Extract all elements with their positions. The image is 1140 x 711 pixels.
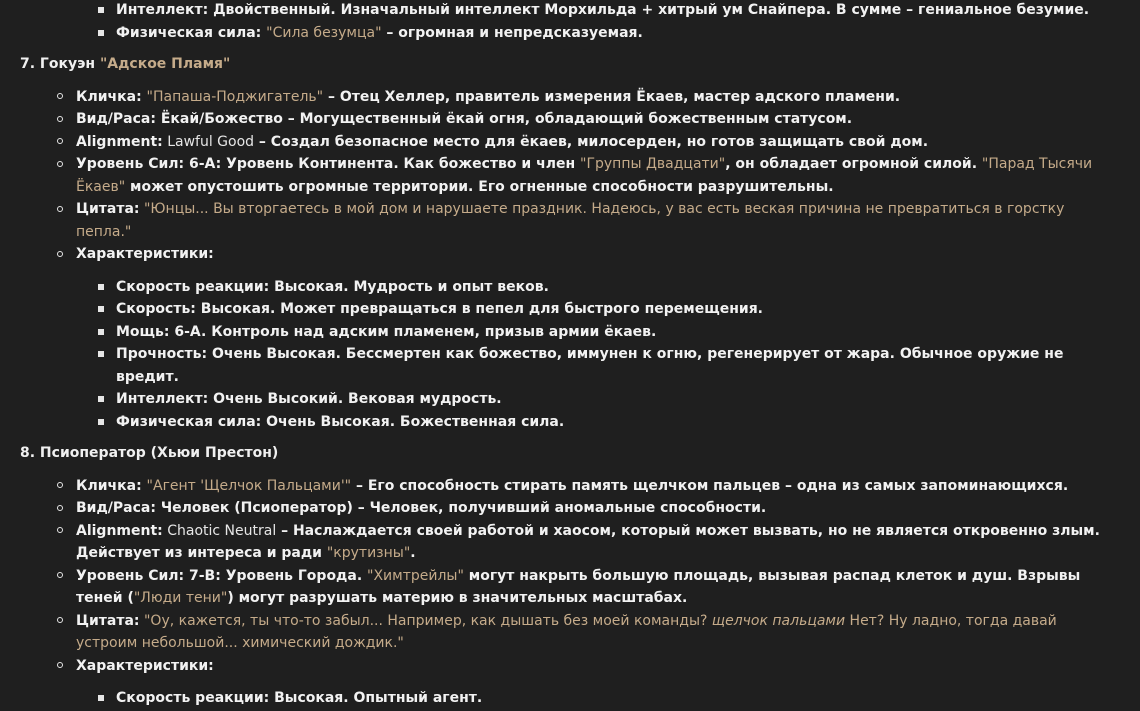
s7-info-list [20,86,1120,266]
bold-text: Двойственный. Изначальный интеллект Морхильда + хитрый ум Снайпера. В сумме – гениальное безумие. [208,2,1090,18]
s7-char-item [116,411,1120,434]
quoted-text: "Парад Тысячи Ёкаев" [76,156,1093,195]
s8-char-label: Скорость реакции: [116,690,270,706]
bold-text: – Создал безопасное место для ёкаев, милосерден, но готов защищать свой дом. [254,133,929,150]
section-7-title: 7. Гокуэн [20,56,100,72]
section-8-heading: 8. Псиоператор (Хьюи Престон) [20,445,279,461]
plain-text: Lawful Good [162,133,255,150]
bold-text: 6-A. Контроль над адским пламенем, призыв армии ёкаев. [169,323,657,340]
bold-text: Высокая. Может превращаться в пепел для быстрого перемещения. [195,301,763,317]
bold-text: . [410,545,416,561]
quoted-text: "Юнцы... Вы вторгаетесь в мой дом и нарушаете праздник. Надеюсь, у вас есть веская причина не превратиться в горстку пепла." [76,201,1065,240]
s8-info-item [76,655,1120,678]
s7-characteristics-list [20,276,1120,434]
s8-info-label: Alignment: [76,522,163,539]
bold-text: – огромная и непредсказуемая. [381,24,643,41]
bold-text: – Отец Хеллер, правитель измерения Ёкаев, мастер адского пламени. [323,88,901,105]
quoted-text: "Агент 'Щелчок Пальцами'" [146,477,352,494]
s7-info-label: Уровень Сил: [76,156,185,172]
s7-char-item [116,298,1120,321]
s7-char-item [116,343,1120,388]
s7-char-label: Мощь: [116,323,170,340]
bold-text: Очень Высокая. Божественная сила. [261,413,565,430]
s8-characteristics-list [20,687,1120,710]
s7-info-label: Alignment: [76,133,163,150]
quoted-italic-text: щелчок пальцами [711,612,846,629]
s8-info-item [76,497,1120,520]
plain-text: Chaotic Neutral [162,522,277,539]
s7-char-item [116,276,1120,299]
s7-info-item [76,131,1120,154]
s7-char-label: Интеллект: [116,391,209,407]
s8-info-item [76,565,1120,610]
s8-info-label: Кличка: [76,477,142,494]
quoted-text: "Люди тени" [133,590,228,606]
s7-info-label: Кличка: [76,88,142,105]
bold-text: может опустошить огромные территории. Его огненные способности разрушительны. [125,178,834,195]
s6-char-item [116,22,1120,45]
bold-text: Ёкай/Божество – Могущественный ёкай огня, обладающий божественным статусом. [155,111,853,127]
quoted-text: "крутизны" [326,545,411,561]
quoted-text: "Оу, кажется, ты что-то забыл... Например, как дышать без моей команды? [139,612,712,629]
quoted-text: "Сила безумца" [266,24,382,41]
s7-info-item [76,86,1120,109]
quoted-text: Нет? Ну ладно, тогда давай устроим небольшой... химический дождик." [76,612,1057,651]
bold-text: Высокая. Мудрость и опыт веков. [269,278,549,295]
quoted-text: "Папаша-Поджигатель" [146,88,324,105]
s7-char-item [116,321,1120,344]
s7-char-label: Прочность: [116,346,208,362]
s7-char-label: Скорость: [116,301,196,317]
quoted-text: "Группы Двадцати" [580,156,726,172]
s8-char-item [116,687,1120,710]
s7-info-item [76,243,1120,266]
bold-text: могут накрыть большую площадь, вызывая распад клеток и душ. Взрывы теней ( [76,567,1081,606]
s6-char-label: Физическая сила: [116,24,262,41]
s8-info-label: Уровень Сил: [76,567,185,584]
s8-info-label: Характеристики: [76,657,214,674]
s6-characteristics-list [20,0,1120,44]
bold-text: – Его способность стирать память щелчком пальцев – одна из самых запоминающихся. [351,477,1069,494]
s7-info-label: Вид/Раса: [76,111,156,127]
bold-text: Очень Высокий. Вековая мудрость. [208,391,502,407]
s8-info-item [76,520,1120,565]
bold-text: 6-A: Уровень Континента. Как божество и член [184,156,581,172]
bold-text: ) могут разрушать материю в значительных масштабах. [227,590,688,606]
s7-char-label: Физическая сила: [116,413,262,430]
section-7-heading [20,53,1120,76]
s8-info-label: Цитата: [76,612,140,629]
s7-info-label: Цитата: [76,201,140,217]
bold-text: Человек (Псиоператор) – Человек, получивший аномальные способности. [155,500,767,516]
s8-info-label: Вид/Раса: [76,500,156,516]
quoted-text: "Химтрейлы" [367,567,464,584]
s7-info-item [76,108,1120,131]
s6-char-item [116,0,1120,22]
bold-text: 7-B: Уровень Города. [184,567,368,584]
s7-info-item [76,153,1120,198]
s6-char-label: Интеллект: [116,2,209,18]
section-7-nickname: "Адское Пламя" [99,56,231,72]
s7-char-item [116,388,1120,411]
bold-text: Очень Высокая. Бессмертен как божество, иммунен к огню, регенерирует от жара. Обычное оружие не вредит. [116,346,1064,385]
bold-text: , он обладает огромной силой. [725,156,982,172]
s8-info-item [76,475,1120,498]
bold-text: – Наслаждается своей работой и хаосом, который может вызвать, но не является откровенно злым. Действует из интереса и ради [76,522,1100,561]
s8-info-list [20,475,1120,678]
s7-char-label: Скорость реакции: [116,278,270,295]
bold-text: Высокая. Опытный агент. [269,690,483,706]
s7-info-item [76,198,1120,243]
s7-info-label: Характеристики: [76,246,214,262]
s8-info-item [76,610,1120,655]
